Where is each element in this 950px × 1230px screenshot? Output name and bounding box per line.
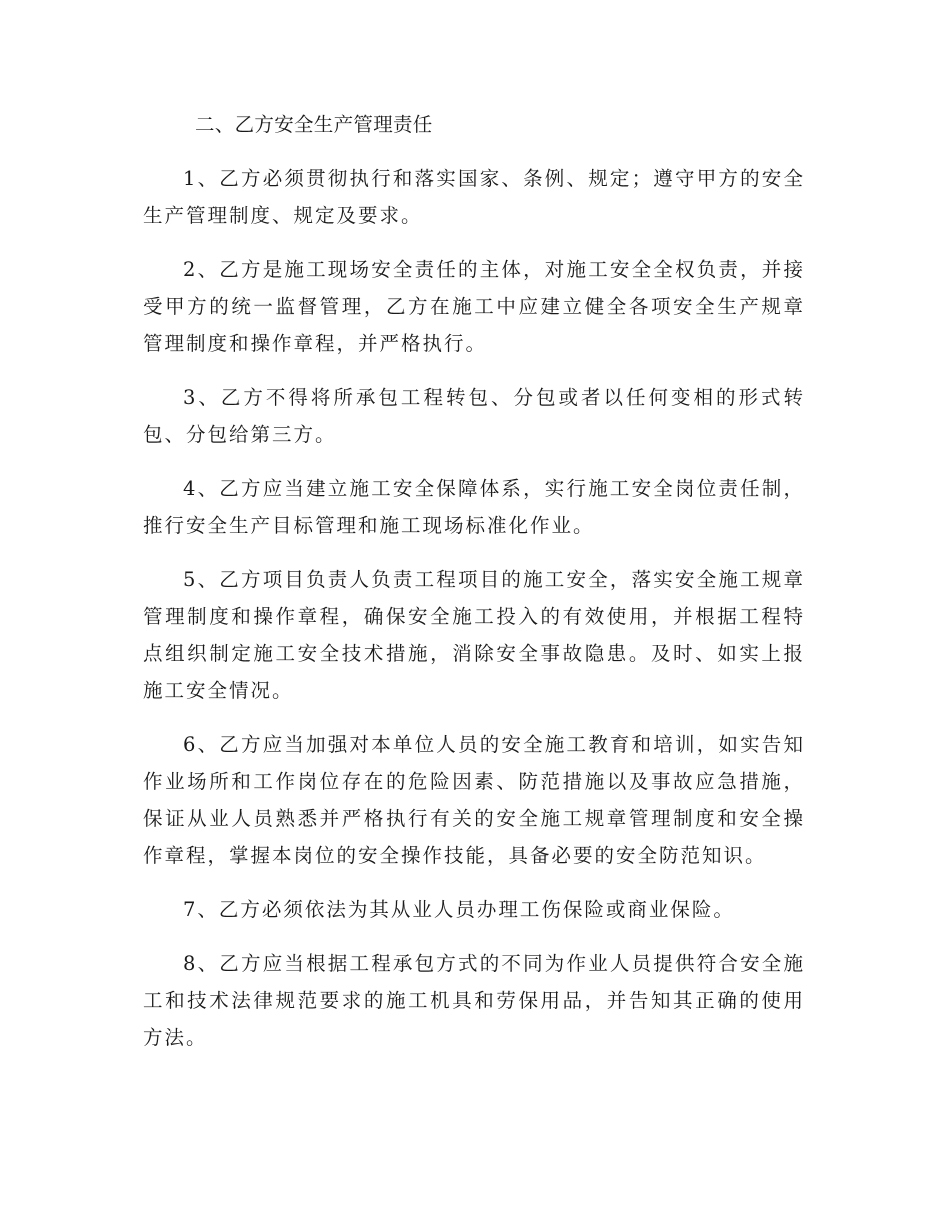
clause-1: 1、乙方必须贯彻执行和落实国家、条例、规定；遵守甲方的安全生产管理制度、规定及要求。 — [143, 167, 805, 227]
clause-7: 7、乙方必须依法为其从业人员办理工伤保险或商业保险。 — [183, 898, 735, 921]
clause-2: 2、乙方是施工现场安全责任的主体，对施工安全全权负责，并接受甲方的统一监督管理，乙方在施工中应建立健全各项安全生产规章管理制度和操作章程，并严格执行。 — [143, 258, 805, 355]
clause-5: 5、乙方项目负责人负责工程项目的施工安全，落实安全施工规章管理制度和操作章程，确保安全施工投入的有效使用，并根据工程特点组织制定施工安全技术措施，消除安全事故隐患。及时、如实上报施工安全情况。 — [143, 568, 805, 702]
clause-4: 4、乙方应当建立施工安全保障体系，实行施工安全岗位责任制，推行安全生产目标管理和施工现场标准化作业。 — [143, 477, 805, 537]
clause-6: 6、乙方应当加强对本单位人员的安全施工教育和培训，如实告知作业场所和工作岗位存在的危险因素、防范措施以及事故应急措施，保证从业人员熟悉并严格执行有关的安全施工规章管理制度和安全操作章程，掌握本岗位的安全操作技能，具备必要的安全防范知识。 — [143, 733, 805, 867]
clause-3: 3、乙方不得将所承包工程转包、分包或者以任何变相的形式转包、分包给第三方。 — [143, 386, 805, 446]
clause-8: 8、乙方应当根据工程承包方式的不同为作业人员提供符合安全施工和技术法律规范要求的施工机具和劳保用品，并告知其正确的使用方法。 — [143, 952, 805, 1049]
section-heading: 二、乙方安全生产管理责任 — [195, 113, 433, 136]
document-body — [143, 106, 805, 1056]
